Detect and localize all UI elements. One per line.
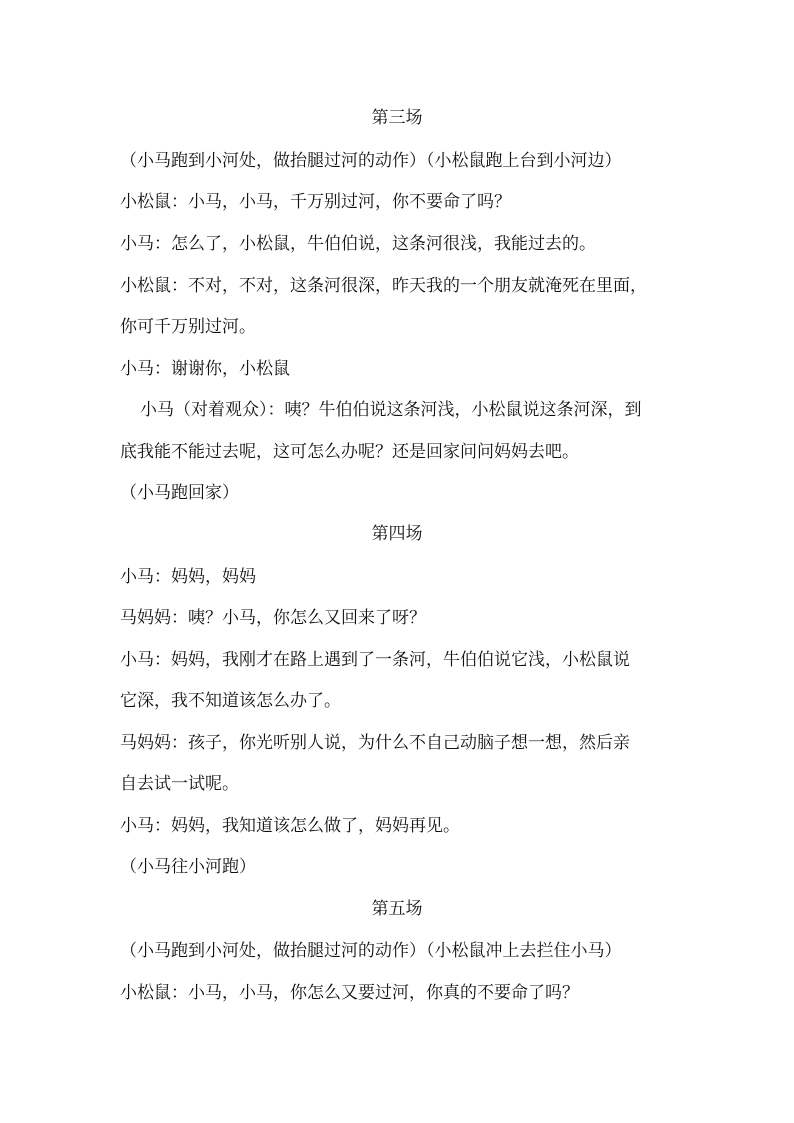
stage-direction: （小马跑回家） <box>120 483 239 503</box>
dialogue-line: 小马：谢谢你，小松鼠 <box>120 359 290 379</box>
dialogue-line: 马妈妈：孩子，你光听别人说，为什么不自己动脑子想一想，然后亲 <box>120 733 630 753</box>
dialogue-line-continued: 自去试一试呢。 <box>120 774 239 794</box>
dialogue-line: 小马：妈妈，我知道该怎么做了，妈妈再见。 <box>120 816 460 836</box>
dialogue-line-continued: 它深，我不知道该怎么办了。 <box>120 691 341 711</box>
stage-direction: （小马跑到小河处，做抬腿过河的动作）（小松鼠跑上台到小河边） <box>120 151 622 171</box>
dialogue-line: 小马（对着观众）：咦？牛伯伯说这条河浅，小松鼠说这条河深，到 <box>140 400 642 420</box>
dialogue-line: 小松鼠：小马，小马，你怎么又要过河，你真的不要命了吗？ <box>120 983 579 1003</box>
dialogue-line: 马妈妈：咦？小马，你怎么又回来了呀？ <box>120 608 426 628</box>
stage-direction: （小马跑到小河处，做抬腿过河的动作）（小松鼠冲上去拦住小马） <box>120 941 622 961</box>
dialogue-line: 小马：妈妈，我刚才在路上遇到了一条河，牛伯伯说它浅，小松鼠说 <box>120 650 630 670</box>
dialogue-line: 小马：怎么了，小松鼠，牛伯伯说，这条河很浅，我能过去的。 <box>120 234 596 254</box>
stage-direction: （小马往小河跑） <box>120 857 256 877</box>
scene-heading: 第五场 <box>371 899 423 919</box>
dialogue-line: 小马：妈妈，妈妈 <box>120 567 256 587</box>
dialogue-line: 小松鼠：不对，不对，这条河很深，昨天我的一个朋友就淹死在里面， <box>120 276 647 296</box>
dialogue-line-continued: 你可千万别过河。 <box>120 317 256 337</box>
dialogue-line-continued: 底我能不能过去呢，这可怎么办呢？还是回家问问妈妈去吧。 <box>120 442 579 462</box>
scene-heading: 第三场 <box>371 108 423 128</box>
dialogue-line: 小松鼠：小马，小马，千万别过河，你不要命了吗？ <box>120 192 511 212</box>
scene-heading: 第四场 <box>371 524 423 544</box>
